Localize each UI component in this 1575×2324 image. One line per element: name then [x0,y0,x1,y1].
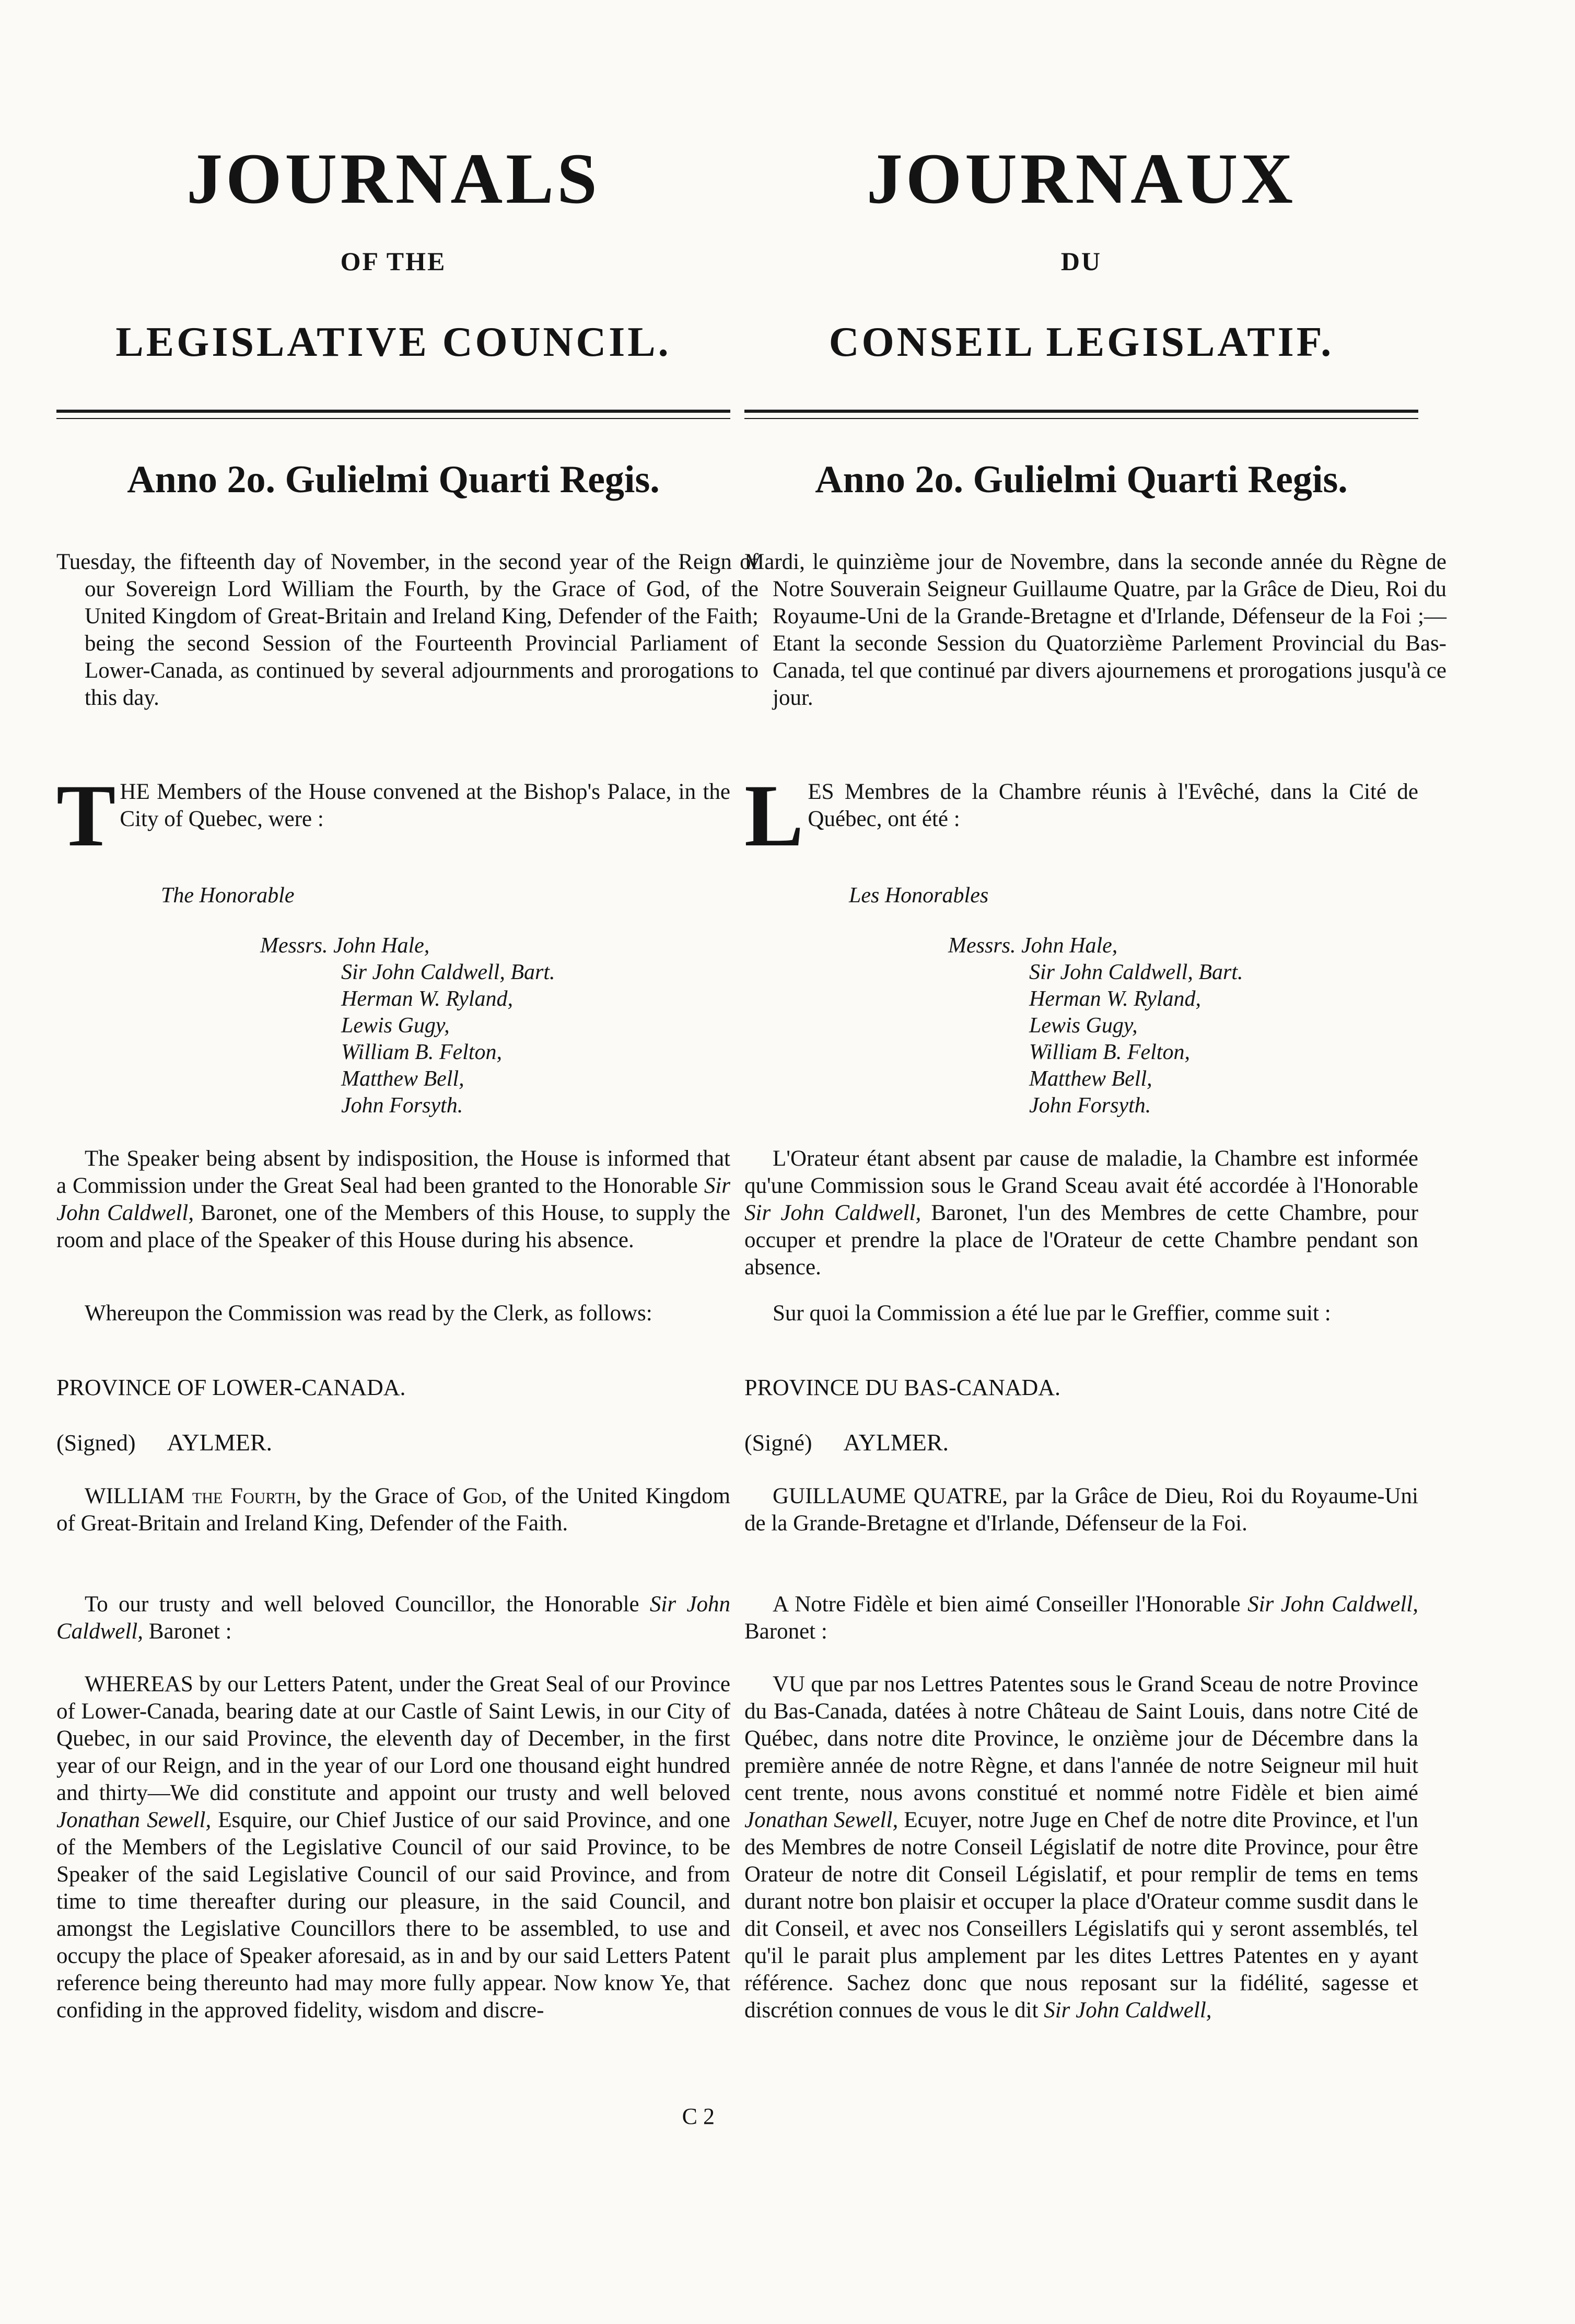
list-item: Matthew Bell, [1029,1067,1152,1091]
list-item: John Forsyth. [1029,1094,1151,1118]
list-item: Messrs. John Hale, [260,934,430,958]
english-signed-line: (Signed) AYLMER. [56,1429,273,1456]
list-item: William B. Felton, [1029,1040,1190,1064]
french-trusty-paragraph: A Notre Fidèle et bien aimé Conseiller l'Honorable Sir John Caldwell, Baronet : [744,1592,1418,1644]
english-whereas-paragraph: WHEREAS by our Letters Patent, under the Great Seal of our Province of Lower-Canada, bearing date at our Castle of Saint Lewis, in our City of Quebec, in our said Province, the eleventh day of December, in the first year of our Reign, and in the year of our Lord one thousand eight hundred and thirty—We did constitute and appoint our trusty and well beloved Jonathan Sewell, Esquire, our Chief Justice of our said Province, and one of the Members of the Legislative Council of our said Province, to be Speaker of the said Legislative Council of our said Province, and from time to time thereafter during our pleasure, in the said Council, and amongst the Legislative Councillors there to be assembled, to use and occupy the place of Speaker aforesaid, as in and by our said Letters Patent reference being thereunto had may more fully appear. Now know Ye, that confiding in the approved fidelity, wisdom and discre- [56,1672,730,2023]
signed-name: AYLMER. [843,1429,949,1456]
french-title: JOURNAUX [866,138,1297,218]
english-whereupon: Whereupon the Commission was read by the Clerk, as follows: [85,1301,652,1326]
french-council-heading: CONSEIL LEGISLATIF. [829,319,1334,365]
list-item: Lewis Gugy, [1029,1014,1138,1038]
members-intro-text: HE Members of the House convened at the Bishop's Palace, in the City of Quebec, were : [120,780,730,831]
speaker-name: Sir John Caldwell, [744,1201,921,1225]
french-column [744,0,1446,2324]
header-rule-thin [744,418,1418,419]
french-signed-line: (Signé) AYLMER. [744,1429,949,1456]
header-rule [744,410,1418,413]
honorable-label: Les Honorables [849,884,989,908]
members-intro-text: ES Membres de la Chambre réunis à l'Evêché, dans la Cité de Québec, ont été : [808,780,1418,831]
french-members-list [948,933,1243,1119]
drop-cap: L [744,766,804,865]
french-province-heading: PROVINCE DU BAS-CANADA. [744,1375,1061,1400]
list-item: Messrs. John Hale, [948,934,1118,958]
english-preamble: Tuesday, the fifteenth day of November, in the second year of the Reign of our Sovereign Lord William the Fourth, by the Grace of God, of the United Kingdom of Great-Britain and Ireland King, Defender of the Faith; being the second Session of the Fourteenth Provincial Parliament of Lower-Canada, as continued by several adjournments and prorogations to this day. [56,550,759,710]
english-council-heading: LEGISLATIVE COUNCIL. [115,319,671,365]
english-members-list [260,933,555,1119]
french-king-paragraph: GUILLAUME QUATRE, par la Grâce de Dieu, Roi du Royaume-Uni de la Grande-Bretagne et d'Irlande, Défenseur de la Foi. [744,1484,1418,1536]
list-item: William B. Felton, [341,1040,502,1064]
header-rule [56,410,730,413]
french-subtitle: DU [1060,247,1102,276]
members-prefix: Messrs. [948,934,1016,958]
english-anno-heading: Anno 2o. Gulielmi Quarti Regis. [127,458,660,501]
french-whereupon: Sur quoi la Commission a été lue par le Greffier, comme suit : [773,1301,1331,1326]
list-item: Herman W. Ryland, [1029,987,1201,1011]
list-item: Sir John Caldwell, Bart. [341,960,555,984]
list-item: Sir John Caldwell, Bart. [1029,960,1243,984]
english-king-paragraph: WILLIAM the Fourth, by the Grace of God, of the United Kingdom of Great-Britain and Ireland King, Defender of the Faith. [56,1484,731,1536]
french-members-intro [744,766,1418,865]
english-subtitle: OF THE [340,247,447,276]
members-prefix: Messrs. [260,934,328,958]
french-preamble: Mardi, le quinzième jour de Novembre, dans la seconde année du Règne de Notre Souverain Seigneur Guillaume Quatre, par la Grâce de Dieu, Roi du Royaume-Uni de la Grande-Bretagne et d'Irlande, Défenseur de la Foi ;—Etant la seconde Session du Quatorzième Parlement Provincial du Bas-Canada, tel que continué par divers ajournemens et prorogations jusqu'à ce jour. [744,550,1446,710]
english-column [56,0,759,2324]
list-item: John Forsyth. [341,1094,463,1118]
signed-name: AYLMER. [167,1429,273,1456]
list-item: Matthew Bell, [341,1067,464,1091]
english-province-heading: PROVINCE OF LOWER-CANADA. [56,1375,406,1400]
french-speaker-paragraph: L'Orateur étant absent par cause de maladie, la Chambre est informée qu'une Commission sous le Grand Sceau avait été accordée à l'Honorable Sir John Caldwell, Baronet, l'un des Membres de cette Chambre, pour occuper et prendre la place de l'Orateur de cette Chambre pendant son absence. [744,1146,1418,1280]
english-speaker-paragraph: The Speaker being absent by indisposition, the House is informed that a Commission under the Great Seal had been granted to the Honorable Sir John Caldwell, Baronet, one of the Members of this House, to supply the room and place of the Speaker of this House during his absence. [56,1146,730,1252]
list-item: Herman W. Ryland, [341,987,513,1011]
french-vu-paragraph: VU que par nos Lettres Patentes sous le Grand Sceau de notre Province du Bas-Canada, datées à notre Château de Saint Louis, dans notre Cité de Québec, dans notre dite Province, le onzième jour de Décembre dans la première année de notre Règne, et dans l'année de notre Seigneur mil huit cent trente, nous avons constitué et nommé notre Fidèle et bien aimé Jonathan Sewell, Ecuyer, notre Juge en Chef de notre dite Province, et l'un des Membres de notre Conseil Législatif de notre dite Province, pour être Orateur de notre dit Conseil Législatif, et pour remplir de tems en tems durant notre bon plaisir et occuper la place d'Orateur comme susdit dans le dit Conseil, et avec nos Conseillers Législatifs qui y seront assemblés, tel qu'il le parait plus amplement par les dites Lettres Patentes en y ayant référence. Sachez donc que nous reposant sur la fidélité, sagesse et discrétion connues de vous le dit Sir John Caldwell, [744,1672,1418,2023]
header-rule-thin [56,418,730,419]
list-item: Lewis Gugy, [341,1014,450,1038]
signature-mark: C 2 [682,2104,715,2129]
honorable-label: The Honorable [161,884,295,908]
french-anno-heading: Anno 2o. Gulielmi Quarti Regis. [815,458,1348,501]
english-title: JOURNALS [186,138,600,218]
english-members-intro [56,766,730,865]
drop-cap: T [56,766,116,865]
english-trusty-paragraph: To our trusty and well beloved Councillor, the Honorable Sir John Caldwell, Baronet : [56,1592,730,1644]
speaker-name: Sir John Caldwell, [56,1173,730,1225]
